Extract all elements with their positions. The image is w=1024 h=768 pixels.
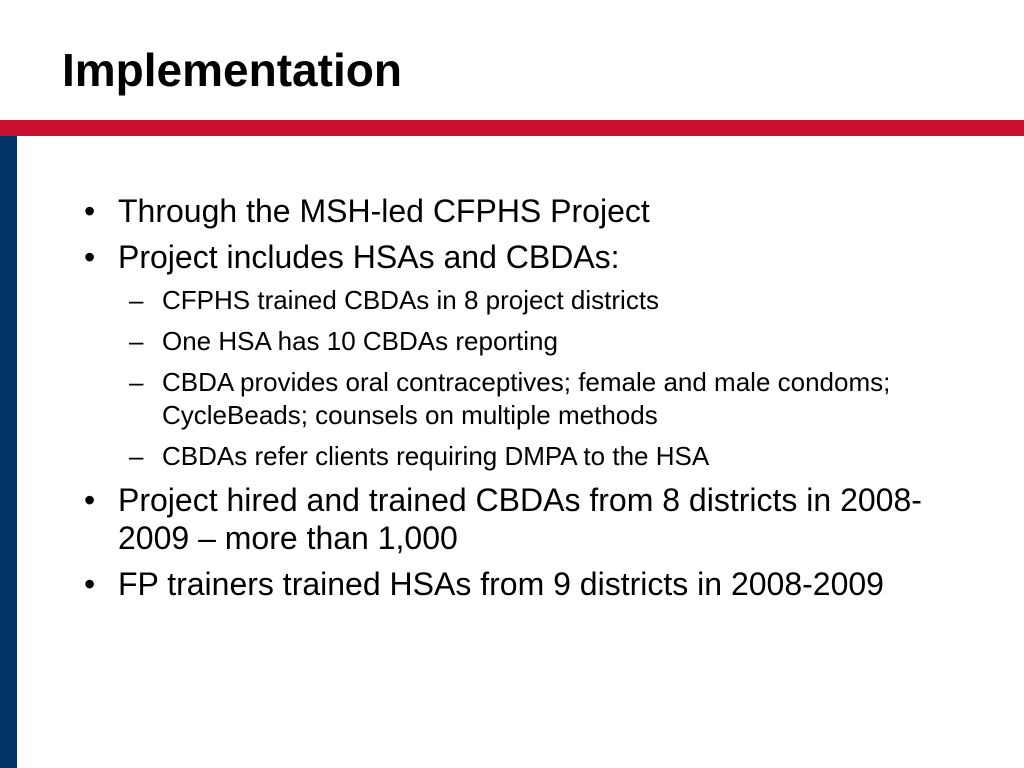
sub-bullet-text: One HSA has 10 CBDAs reporting xyxy=(162,326,558,356)
bullet-text: FP trainers trained HSAs from 9 districts in 2008-2009 xyxy=(118,566,884,602)
bullet-marker: • xyxy=(84,193,96,229)
sub-bullet-marker: – xyxy=(129,326,144,356)
side-accent-bar xyxy=(0,136,17,768)
sub-bullet-list xyxy=(76,284,936,473)
sub-bullet-item xyxy=(76,366,936,432)
bullet-text: Through the MSH-led CFPHS Project xyxy=(118,193,650,229)
bullet-item xyxy=(76,565,936,603)
bullet-item xyxy=(76,238,936,276)
sub-bullet-item xyxy=(76,325,936,358)
sub-bullet-marker: – xyxy=(129,441,144,471)
bullet-item xyxy=(76,192,936,230)
bullet-marker: • xyxy=(84,566,96,602)
bullet-text: Project hired and trained CBDAs from 8 districts in 2008-2009 – more than 1,000 xyxy=(118,482,922,556)
bullet-item xyxy=(76,481,936,557)
bullet-list xyxy=(76,192,936,611)
sub-bullet-marker: – xyxy=(129,367,144,397)
sub-bullet-marker: – xyxy=(129,285,144,315)
slide-title: Implementation xyxy=(62,44,402,96)
bullet-text: Project includes HSAs and CBDAs: xyxy=(118,239,620,275)
bullet-marker: • xyxy=(84,239,96,275)
bullet-marker: • xyxy=(84,482,96,518)
sub-bullet-text: CBDAs refer clients requiring DMPA to the HSA xyxy=(162,441,710,471)
sub-bullet-text: CBDA provides oral contraceptives; female and male condoms; CycleBeads; counsels on multiple methods xyxy=(162,367,891,430)
sub-bullet-text: CFPHS trained CBDAs in 8 project districts xyxy=(162,285,660,315)
title-divider xyxy=(0,120,1024,136)
sub-bullet-item xyxy=(76,284,936,317)
sub-bullet-item xyxy=(76,440,936,473)
